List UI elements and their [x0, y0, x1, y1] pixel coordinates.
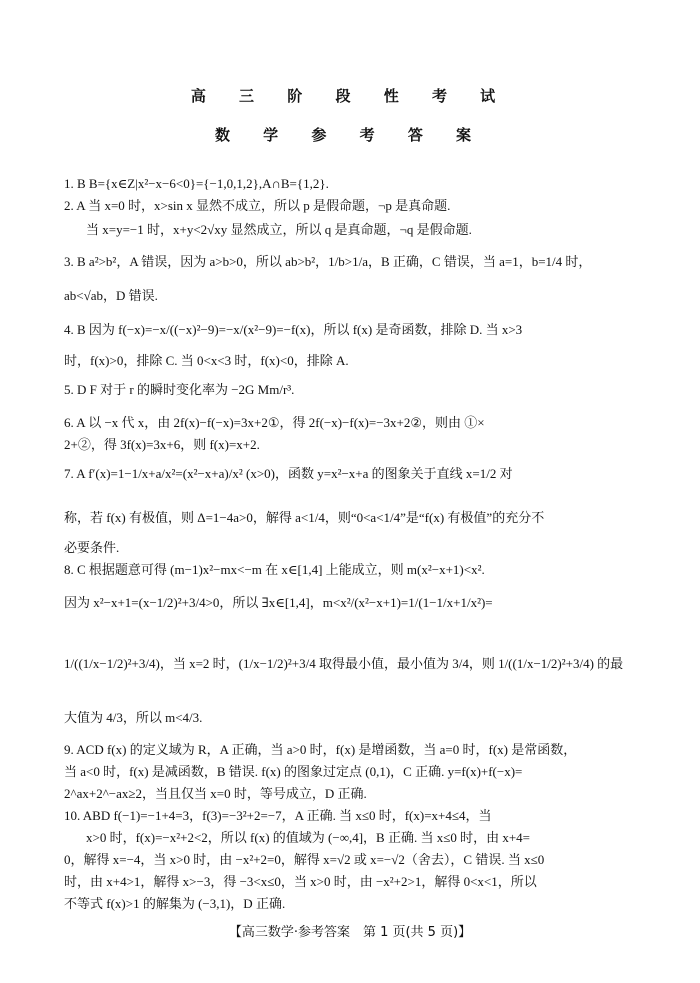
answer-line: 4. B 因为 f(−x)=−x/((−x)²−9)=−x/(x²−9)=−f(x)，所以 f(x) 是奇函数，排除 D. 当 x>3: [64, 322, 523, 337]
answer-line: ab<√ab，D 错误.: [64, 288, 158, 303]
answer-line: 大值为 4/3，所以 m<4/3.: [64, 710, 203, 725]
answer-line: 1. B B={x∈Z|x²−x−6<0}={−1,0,1,2},A∩B={1,2}.: [64, 176, 329, 191]
answer-line: 不等式 f(x)>1 的解集为 (−3,1)，D 正确.: [64, 896, 286, 911]
answer-line: 2. A 当 x=0 时，x>sin x 显然不成立，所以 p 是假命题，¬p 是真命题.: [64, 198, 451, 213]
answer-line: 称，若 f(x) 有极值，则 Δ=1−4a>0，解得 a<1/4，则“0<a<1/4”是“f(x) 有极值”的充分不: [64, 510, 545, 525]
answer-line: 因为 x²−x+1=(x−1/2)²+3/4>0，所以 ∃x∈[1,4]，m<x²/(x²−x+1)=1/(1−1/x+1/x²)=: [64, 595, 493, 610]
answer-line: 0，解得 x=−4，当 x>0 时，由 −x²+2=0，解得 x=√2 或 x=−√2（舍去），C 错误. 当 x≤0: [64, 852, 545, 867]
answer-line: 2+②，得 3f(x)=3x+6，则 f(x)=x+2.: [64, 437, 260, 452]
answer-line: 5. D F 对于 r 的瞬时变化率为 −2G Mm/r³.: [64, 382, 295, 397]
answer-line: 10. ABD f(−1)=−1+4=3，f(3)=−3²+2=−7，A 正确. 当 x≤0 时，f(x)=x+4≤4，当: [64, 808, 492, 823]
answer-line: 时，由 x+4>1，解得 x>−3，得 −3<x≤0，当 x>0 时，由 −x²+2>1，解得 0<x<1，所以: [64, 874, 537, 889]
answer-line: 6. A 以 −x 代 x，由 2f(x)−f(−x)=3x+2①，得 2f(−x)−f(x)=−3x+2②，则由 ①×: [64, 415, 485, 430]
page-title: 高 三 阶 段 性 考 试: [190, 87, 510, 105]
answer-line: x>0 时，f(x)=−x²+2<2，所以 f(x) 的值域为 (−∞,4]，B 正确. 当 x≤0 时，由 x+4=: [86, 830, 531, 845]
answer-line: 当 x=y=−1 时，x+y<2√xy 显然成立，所以 q 是真命题，¬q 是假命题.: [86, 222, 472, 237]
answer-line: 3. B a²>b²，A 错误，因为 a>b>0，所以 ab>b²，1/b>1/a，B 正确，C 错误，当 a=1，b=1/4 时，: [64, 254, 592, 269]
page-footer: 【高三数学·参考答案 第 1 页(共 5 页)】: [228, 925, 472, 940]
answer-line: 1/((1/x−1/2)²+3/4)，当 x=2 时，(1/x−1/2)²+3/4 取得最小值，最小值为 3/4，则 1/((1/x−1/2)²+3/4) 的最: [64, 656, 624, 671]
answer-line: 必要条件.: [64, 540, 120, 555]
answer-line: 时，f(x)>0，排除 C. 当 0<x<3 时，f(x)<0，排除 A.: [64, 353, 349, 368]
answer-line: 8. C 根据题意可得 (m−1)x²−mx<−m 在 x∈[1,4] 上能成立，则 m(x²−x+1)<x².: [64, 562, 485, 577]
answer-line: 2^ax+2^−ax≥2，当且仅当 x=0 时，等号成立，D 正确.: [64, 786, 367, 801]
page-subtitle: 数 学 参 考 答 案: [214, 126, 486, 144]
answer-line: 9. ACD f(x) 的定义域为 R，A 正确，当 a>0 时，f(x) 是增函数，当 a=0 时，f(x) 是常函数，: [64, 742, 577, 757]
answer-line: 7. A f′(x)=1−1/x+a/x²=(x²−x+a)/x² (x>0)，函数 y=x²−x+a 的图象关于直线 x=1/2 对: [64, 466, 513, 481]
answer-line: 当 a<0 时，f(x) 是减函数，B 错误. f(x) 的图象过定点 (0,1)，C 正确. y=f(x)+f(−x)=: [64, 764, 523, 779]
